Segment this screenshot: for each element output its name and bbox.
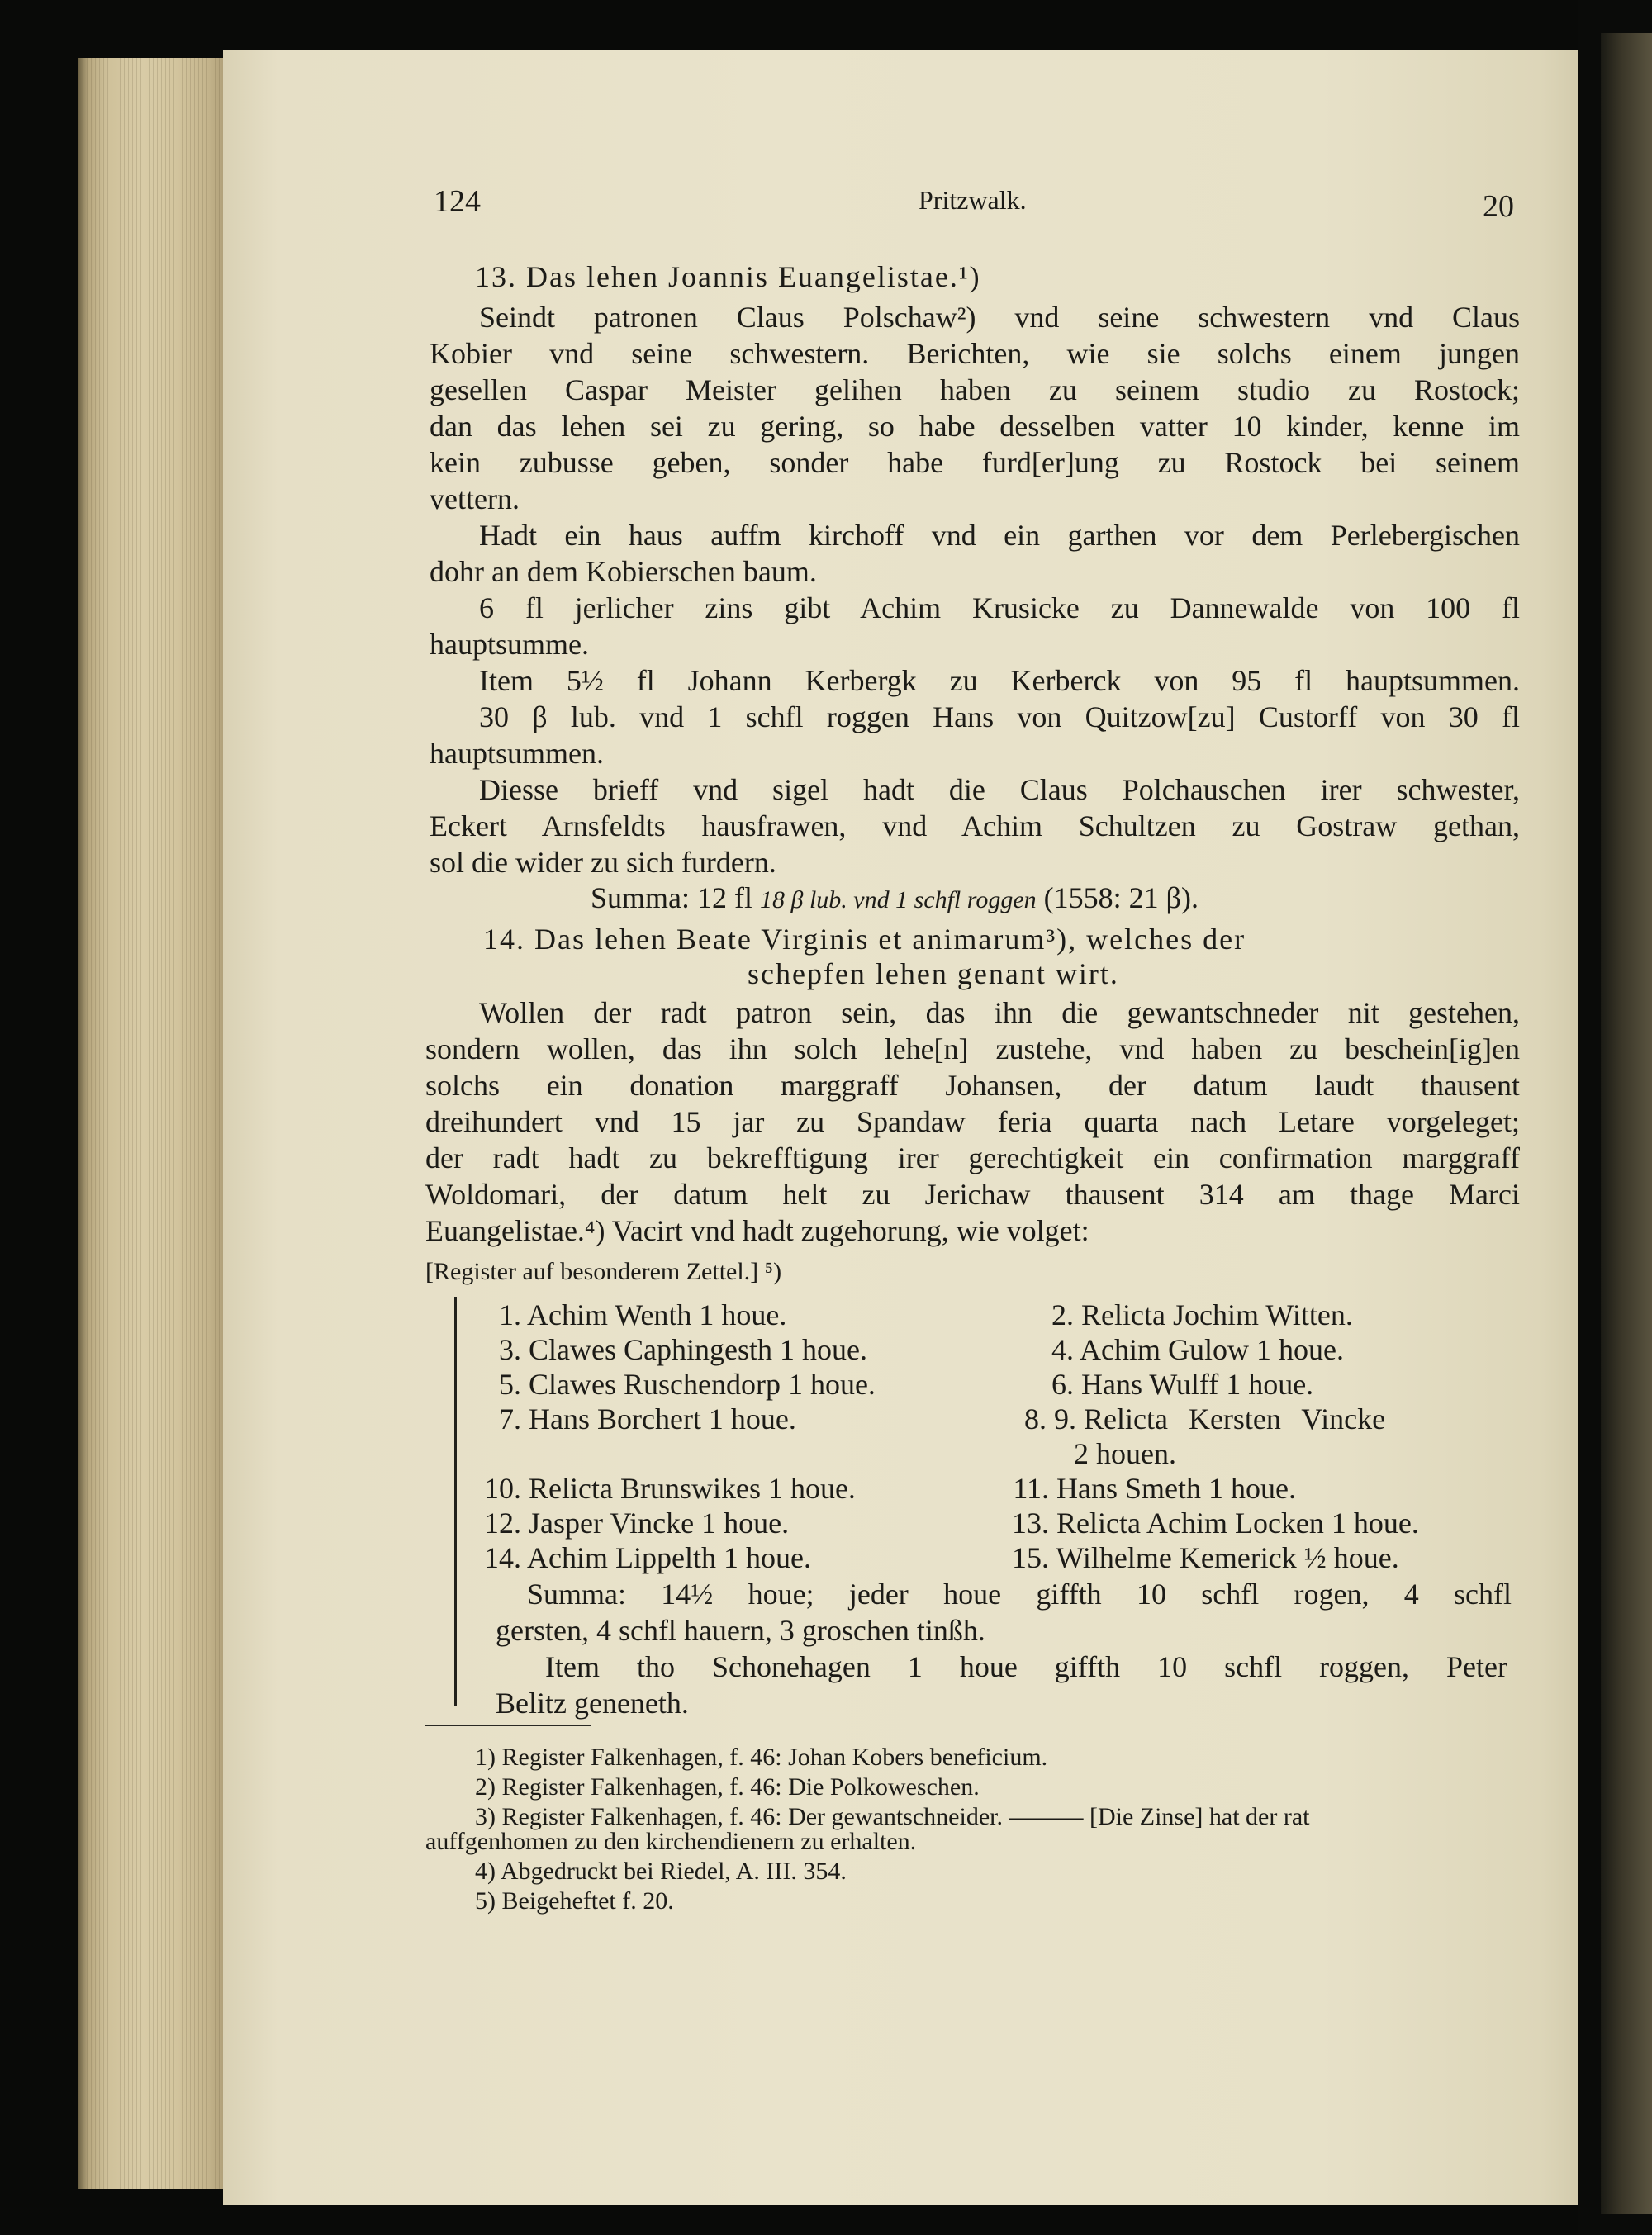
register-text: Clawes Caphingesth 1 houe.	[529, 1333, 867, 1366]
register-entry	[1024, 1366, 1313, 1402]
summa-value: 12 fl	[697, 881, 753, 914]
register-num: 5.	[499, 1368, 521, 1401]
footnote: 2) Register Falkenhagen, f. 46: Die Polkoweschen.	[475, 1773, 980, 1801]
register-num: 12.	[484, 1507, 521, 1540]
section-14-heading: 14. Das lehen Beate Virginis et animarum³), welches der	[483, 923, 1246, 956]
register-num: 7.	[499, 1402, 521, 1435]
register-num: 13.	[1012, 1507, 1049, 1540]
register-text: Achim Lippelth 1 houe.	[527, 1541, 811, 1574]
register-num: 3.	[499, 1333, 521, 1366]
register-text: Wilhelme Kemerick ½ houe.	[1056, 1541, 1399, 1574]
register-entry	[999, 1505, 1419, 1541]
section-13-line: dohr an dem Kobierschen baum.	[430, 555, 817, 588]
section-14-line: der radt hadt zu bekrefftigung irer gerechtigkeit ein confirmation marggraff	[425, 1141, 1520, 1174]
footnote: 3) Register Falkenhagen, f. 46: Der gewantschneider. ——— [Die Zinse] hat der rat	[475, 1803, 1310, 1830]
section-13-line: sol die wider zu sich furdern.	[430, 846, 776, 879]
register-entry	[475, 1401, 796, 1437]
register-entry	[999, 1470, 1296, 1507]
register-summa-line: gersten, 4 schfl hauern, 3 groschen tinßh.	[496, 1614, 985, 1647]
register-text: Relicta Kersten Vincke	[1084, 1402, 1386, 1435]
register-note: [Register auf besonderem Zettel.] ⁵)	[425, 1258, 782, 1285]
page-block-edge-texture	[78, 58, 240, 2189]
section-13-line: Diesse brieff vnd sigel hadt die Claus Polchauschen irer schwester,	[479, 773, 1520, 806]
register-num: 15.	[1012, 1541, 1049, 1574]
register-entry	[475, 1470, 856, 1507]
register-num: 14.	[484, 1541, 521, 1574]
section-13-heading: 13. Das lehen Joannis Euangelistae.¹)	[475, 260, 981, 293]
register-entry	[999, 1540, 1399, 1576]
footnote: 4) Abgedruckt bei Riedel, A. III. 354.	[475, 1858, 847, 1885]
register-text: Relicta Jochim Witten.	[1081, 1298, 1353, 1331]
register-entry	[1024, 1331, 1344, 1368]
register-text: 2 houen.	[1074, 1437, 1176, 1470]
register-entry	[475, 1366, 876, 1402]
summa-label: Summa:	[591, 881, 691, 914]
section-13-line: Kobier vnd seine schwestern. Berichten, wie sie solchs einem jungen	[430, 337, 1520, 370]
register-entry	[1024, 1297, 1353, 1333]
page-number: 124	[434, 184, 481, 219]
section-13-line: 30 β lub. vnd 1 schfl roggen Hans von Quitzow[zu] Custorff von 30 fl	[479, 700, 1520, 733]
register-entry	[475, 1331, 867, 1368]
section-14-line: Euangelistae.⁴) Vacirt vnd hadt zugehorung, wie volget:	[425, 1214, 1089, 1247]
summa-italic: 18 β lub. vnd 1 schfl roggen	[760, 886, 1037, 913]
register-text: Relicta Brunswikes 1 houe.	[529, 1472, 856, 1505]
section-13-line: Eckert Arnsfeldts hausfrawen, vnd Achim Schultzen zu Gostraw gethan,	[430, 809, 1520, 842]
register-summa-line: Summa: 14½ houe; jeder houe giffth 10 schfl rogen, 4 schfl	[527, 1578, 1512, 1611]
section-14-line: dreihundert vnd 15 jar zu Spandaw feria quarta nach Letare vorgeleget;	[425, 1105, 1520, 1138]
footnote: 1) Register Falkenhagen, f. 46: Johan Kobers beneficium.	[475, 1744, 1048, 1771]
section-14-line: Wollen der radt patron sein, das ihn die gewantschneder nit gestehen,	[479, 996, 1520, 1029]
section-13-line: vettern.	[430, 482, 520, 515]
register-entry	[1024, 1401, 1507, 1437]
footnote: 5) Beigeheftet f. 20.	[475, 1887, 674, 1915]
register-text: Jasper Vincke 1 houe.	[529, 1507, 790, 1540]
register-item-line: Belitz geneneth.	[496, 1687, 689, 1720]
register-num: 11.	[1013, 1472, 1049, 1505]
register-num: 2.	[1051, 1298, 1074, 1331]
register-text: Hans Wulff 1 houe.	[1081, 1368, 1314, 1401]
register-text: Achim Wenth 1 houe.	[527, 1298, 787, 1331]
section-13-line: 6 fl jerlicher zins gibt Achim Krusicke zu Dannewalde von 100 fl	[479, 591, 1520, 624]
section-13-line: gesellen Caspar Meister gelihen haben zu seinem studio zu Rostock;	[430, 373, 1520, 406]
register-entry	[475, 1540, 811, 1576]
register-text: Hans Borchert 1 houe.	[529, 1402, 796, 1435]
register-num: 10.	[484, 1472, 521, 1505]
register-text: Hans Smeth 1 houe.	[1056, 1472, 1296, 1505]
section-13-line: Item 5½ fl Johann Kerbergk zu Kerberck von 95 fl hauptsummen.	[479, 664, 1520, 697]
running-title: Pritzwalk.	[919, 185, 1027, 215]
register-item-line: Item tho Schonehagen 1 houe giffth 10 schfl roggen, Peter	[545, 1650, 1507, 1683]
section-14-line: sondern wollen, das ihn solch lehe[n] zustehe, vnd haben zu beschein[ig]en	[425, 1032, 1520, 1065]
footnote-rule	[425, 1725, 591, 1726]
register-text: Relicta Achim Locken 1 houe.	[1056, 1507, 1419, 1540]
section-13-summa	[591, 880, 1199, 915]
summa-note: (1558: 21 β).	[1043, 881, 1199, 914]
sheet-number: 20	[1483, 189, 1514, 224]
section-14-line: Woldomari, der datum helt zu Jerichaw thausent 314 am thage Marci	[425, 1178, 1520, 1211]
register-num: 8. 9.	[1024, 1402, 1076, 1435]
section-14-heading-line2: schepfen lehen genant wirt.	[748, 957, 1119, 990]
register-margin-rule	[454, 1297, 457, 1706]
section-13-line: hauptsumme.	[430, 628, 589, 661]
section-13-line: Hadt ein haus auffm kirchoff vnd ein garthen vor dem Perlebergischen	[479, 519, 1520, 552]
register-num: 6.	[1051, 1368, 1074, 1401]
section-13-line: hauptsummen.	[430, 737, 604, 770]
register-num: 4.	[1051, 1333, 1074, 1366]
section-13-line: dan das lehen sei zu gering, so habe desselben vatter 10 kinder, kenne im	[430, 410, 1520, 443]
register-entry-continued	[1074, 1435, 1176, 1472]
facing-page-edge	[1601, 33, 1652, 2214]
section-14-line: solchs ein donation marggraff Johansen, der datum laudt thausent	[425, 1069, 1520, 1102]
register-entry	[475, 1505, 789, 1541]
footnote-continued: auffgenhomen zu den kirchendienern zu erhalten.	[425, 1828, 917, 1855]
section-13-line: kein zubusse geben, sonder habe furd[er]ung zu Rostock bei seinem	[430, 446, 1520, 479]
register-entry	[475, 1297, 786, 1333]
register-text: Clawes Ruschendorp 1 houe.	[529, 1368, 876, 1401]
section-13-line: Seindt patronen Claus Polschaw²) vnd seine schwestern vnd Claus	[479, 301, 1520, 334]
register-num: 1.	[499, 1298, 521, 1331]
register-text: Achim Gulow 1 houe.	[1080, 1333, 1344, 1366]
